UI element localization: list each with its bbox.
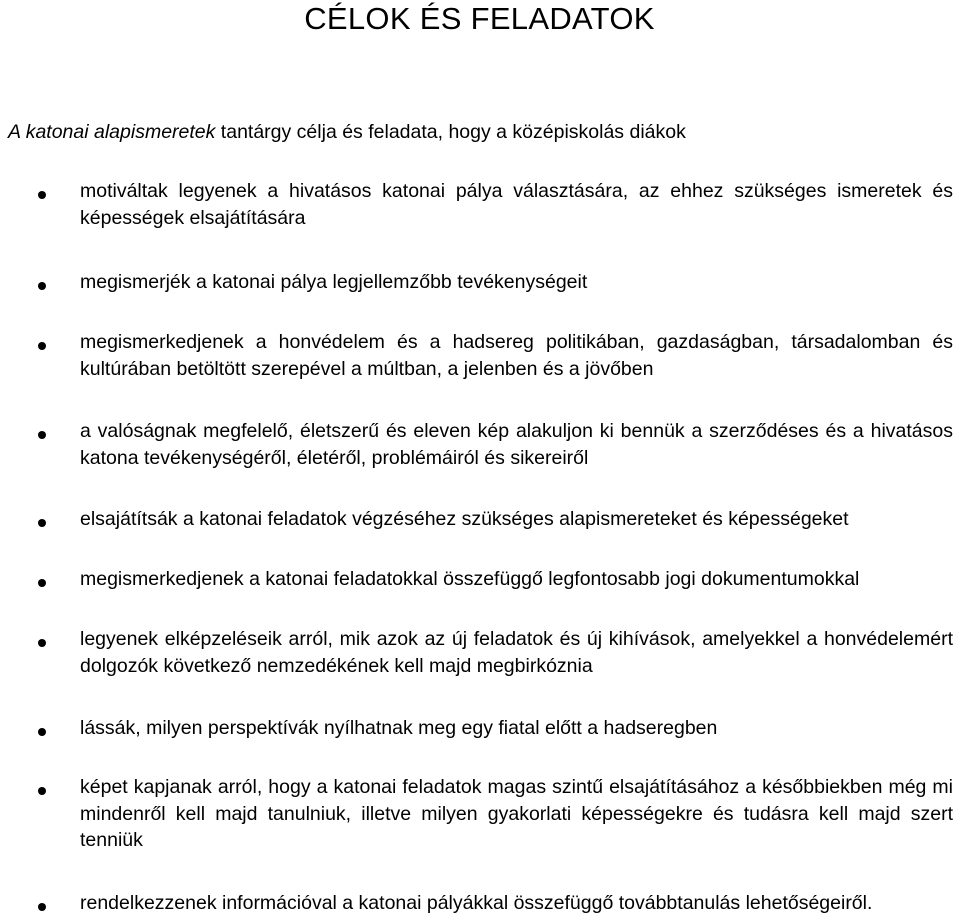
subject-name-emphasis: A katonai alapismeretek bbox=[8, 121, 216, 143]
list-item-text: legyenek elképzeléseik arról, mik azok az új feladatok és új kihívások, amelyekkel a honvédelemért dolgozók következő nemzedékének kell majd megbirkóznia bbox=[80, 628, 953, 677]
list-item-text: a valóságnak megfelelő, életszerű és eleven kép alakuljon ki bennük a szerződéses és a hivatásos katona tevékenységéről, életéről, problémáiról és sikereiről bbox=[80, 420, 953, 469]
list-item-text: lássák, milyen perspektívák nyílhatnak meg egy fiatal előtt a hadseregben bbox=[80, 717, 718, 739]
bullet-dot-icon bbox=[38, 519, 46, 527]
list-item-text: megismerkedjenek a katonai feladatokkal összefüggő legfontosabb jogi dokumentumokkal bbox=[80, 568, 860, 590]
bullet-dot-icon bbox=[38, 191, 46, 199]
bullet-dot-icon bbox=[38, 579, 46, 587]
intro-paragraph bbox=[8, 119, 953, 145]
bullet-dot-icon bbox=[38, 787, 46, 795]
list-item-text: képet kapjanak arról, hogy a katonai feladatok magas szintű elsajátításához a későbbiekben még mi mindenről kell majd tanulniuk, illetve milyen gyakorlati képességekre és tudásra kell majd szert tenniük bbox=[80, 776, 953, 851]
bullet-dot-icon bbox=[38, 903, 46, 911]
intro-text: tantárgy célja és feladata, hogy a középiskolás diákok bbox=[215, 121, 686, 143]
list-item-text: megismerkedjenek a honvédelem és a hadsereg politikában, gazdaságban, társadalomban és kultúrában betöltött szerepével a múltban, a jelenben és a jövőben bbox=[80, 331, 953, 380]
bullet-dot-icon bbox=[38, 282, 46, 290]
page-title: CÉLOK ÉS FELADATOK bbox=[304, 1, 655, 36]
bullet-dot-icon bbox=[38, 342, 46, 350]
bullet-dot-icon bbox=[38, 728, 46, 736]
list-item-text: elsajátítsák a katonai feladatok végzéséhez szükséges alapismereteket és képességeket bbox=[80, 508, 849, 530]
list-item-text: motiváltak legyenek a hivatásos katonai pálya választására, az ehhez szükséges ismeretek és képességek elsajátítására bbox=[80, 180, 953, 229]
bullet-dot-icon bbox=[38, 431, 46, 439]
list-item-text: megismerjék a katonai pálya legjellemzőbb tevékenységeit bbox=[80, 271, 588, 293]
bullet-dot-icon bbox=[38, 639, 46, 647]
list-item-text: rendelkezzenek információval a katonai pályákkal összefüggő továbbtanulás lehetőségeiről. bbox=[80, 892, 873, 914]
